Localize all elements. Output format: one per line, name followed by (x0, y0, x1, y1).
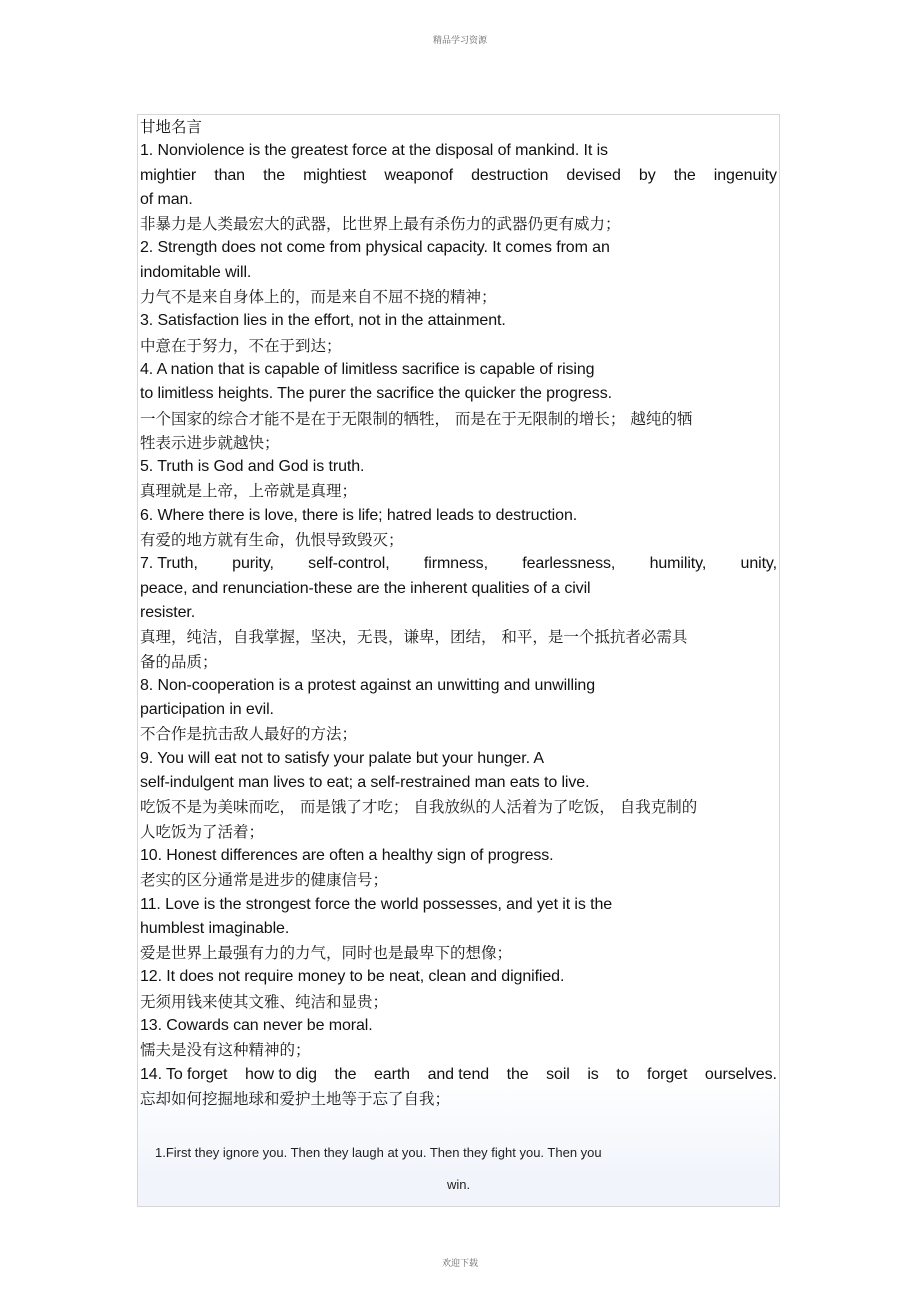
quote-13-en: 13. Cowards can never be moral. (140, 1016, 373, 1034)
quote-2-en-b: indomitable will. (140, 263, 252, 281)
quote-10-zh: 老实的区分通常是进步的健康信号； (140, 871, 389, 890)
justified-word: earth (374, 1065, 410, 1083)
justified-word: forget (647, 1065, 688, 1083)
justified-word: than (214, 166, 245, 184)
justified-word: 14. To forget (140, 1065, 228, 1083)
quote-2-zh: 力气不是来自身体上的，而是来自不屈不挠的精神； (140, 288, 497, 307)
justified-word: destruction (471, 166, 549, 184)
justified-word: and tend (427, 1065, 490, 1083)
quote-11-zh: 爱是世界上最强有力的力气，同时也是最卑下的想像； (140, 944, 513, 963)
quote-13-zh: 懦夫是没有这种精神的； (140, 1041, 311, 1060)
justified-word: mightier (140, 166, 197, 184)
quote-5-en: 5. Truth is God and God is truth. (140, 458, 365, 476)
page-footer: 欢迎下载 (441, 1259, 478, 1269)
quote-9-zh-a: 吃饭不是为美味而吃， 而是饿了才吃； 自我放纵的人活着为了吃饭， 自我克制的 (140, 798, 698, 817)
quote-8-en-a: 8. Non-cooperation is a protest against an unwitting and unwilling (140, 676, 596, 694)
justified-word: humility, (649, 555, 707, 573)
quote-1-zh: 非暴力是人类最宏大的武器，比世界上最有杀伤力的武器仍更有威力； (140, 215, 621, 234)
quote-5-zh: 真理就是上帝，上帝就是真理； (140, 482, 358, 501)
quote-1-en-b (140, 164, 777, 188)
justified-word: weaponof (384, 166, 453, 184)
quote-7-zh-a: 真理，纯洁，自我掌握，坚决，无畏，谦卑，团结， 和平，是一个抵抗者必需具 (140, 628, 688, 647)
justified-word: mightiest (303, 166, 367, 184)
quote-4-en-b: to limitless heights. The purer the sacrifice the quicker the progress. (140, 385, 612, 403)
quote-4-en-a: 4. A nation that is capable of limitless sacrifice is capable of rising (140, 360, 595, 378)
quote-11-en-b: humblest imaginable. (140, 919, 290, 937)
quote-3-en: 3. Satisfaction lies in the effort, not in the attainment. (140, 312, 506, 330)
quote-6-zh: 有爱的地方就有生命，仇恨导致毁灭； (140, 531, 404, 550)
quote-6-en: 6. Where there is love, there is life; hatred leads to destruction. (140, 506, 578, 524)
quote-4-zh-b: 牲表示进步就越快； (140, 433, 280, 452)
justified-word: fearlessness, (522, 555, 616, 573)
justified-word: is (587, 1065, 599, 1083)
justified-word: soil (546, 1065, 570, 1083)
quote-9-en-a: 9. You will eat not to satisfy your palate but your hunger. A (140, 749, 544, 767)
justified-word: the (506, 1065, 529, 1083)
justified-word: to (616, 1065, 630, 1083)
quote-10-en: 10. Honest differences are often a healthy sign of progress. (140, 846, 554, 864)
justified-word: purity, (232, 555, 274, 573)
justified-word: self-control, (308, 555, 390, 573)
quote-2-en-a: 2. Strength does not come from physical capacity. It comes from an (140, 239, 610, 257)
quote-7-en-a (140, 552, 777, 576)
justified-word: the (263, 166, 286, 184)
quote-8-zh: 不合作是抗击敌人最好的方法； (140, 725, 358, 744)
quote-8-en-b: participation in evil. (140, 701, 274, 719)
justified-word: how to dig (244, 1065, 317, 1083)
quote-11-en-a: 11. Love is the strongest force the world possesses, and yet it is the (140, 895, 613, 913)
justified-word: the (673, 166, 696, 184)
justified-word: by (638, 166, 656, 184)
extra-quote-line-2: win. (446, 1177, 471, 1192)
quote-7-en-c: resister. (140, 603, 196, 621)
quote-9-en-b: self-indulgent man lives to eat; a self-restrained man eats to live. (140, 774, 590, 792)
quote-7-zh-b: 备的品质； (140, 652, 218, 671)
page-header: 精品学习资源 (432, 36, 487, 46)
justified-word: devised (566, 166, 621, 184)
justified-word: 7. Truth, (140, 555, 198, 573)
quote-4-zh-a: 一个国家的综合才能不是在于无限制的牺牲， 而是在于无限制的增长； 越纯的牺 (140, 409, 693, 428)
justified-word: ingenuity (713, 166, 777, 184)
page-title: 甘地名言 (140, 118, 203, 136)
quote-1-en-a: 1. Nonviolence is the greatest force at the disposal of mankind. It is (140, 142, 608, 160)
justified-word: ourselves. (704, 1065, 777, 1083)
quote-7-en-b: peace, and renunciation-these are the inherent qualities of a civil (140, 579, 591, 597)
quote-14-zh: 忘却如何挖掘地球和爱护土地等于忘了自我； (140, 1089, 451, 1108)
justified-word: the (334, 1065, 357, 1083)
quote-12-zh: 无须用钱来使其文雅、纯洁和显贵； (140, 992, 389, 1011)
extra-quote-line-1: 1.First they ignore you. Then they laugh at you. Then they fight you. Then you (155, 1145, 602, 1160)
quote-9-zh-b: 人吃饭为了活着； (140, 822, 265, 841)
quote-14-en (140, 1063, 777, 1087)
quote-content (138, 115, 779, 1111)
quote-document (137, 114, 780, 1207)
quote-1-en-c: of man. (140, 190, 193, 208)
justified-word: unity, (740, 555, 777, 573)
justified-word: firmness, (423, 555, 488, 573)
quote-12-en: 12. It does not require money to be neat, clean and dignified. (140, 968, 565, 986)
quote-3-zh: 中意在于努力，不在于到达； (140, 336, 342, 355)
